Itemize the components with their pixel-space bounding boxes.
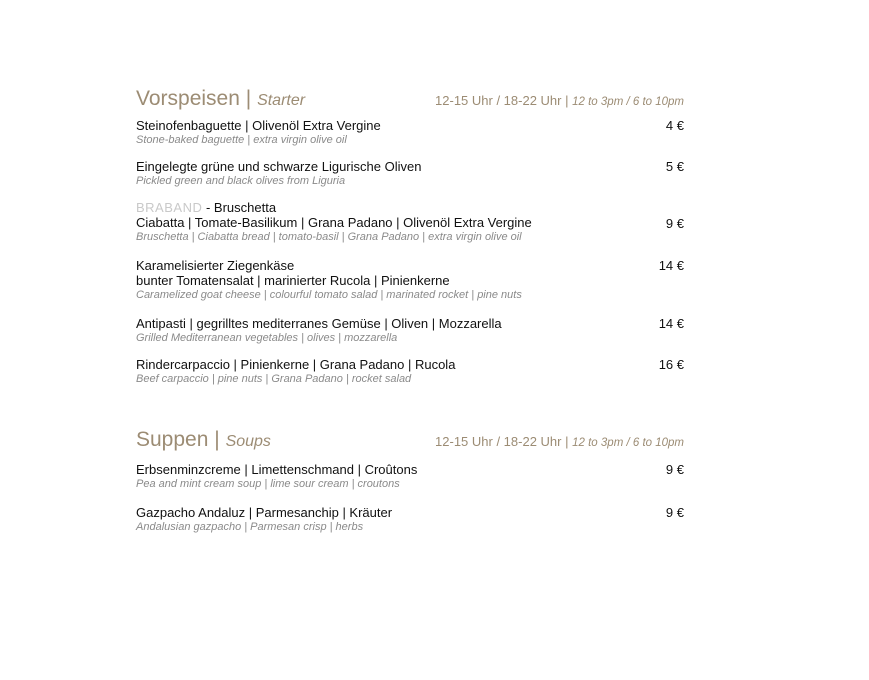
item-name-de: Antipasti | gegrilltes mediterranes Gemüse | Oliven | Mozzarella bbox=[136, 316, 502, 331]
item-desc-en: Grilled Mediterranean vegetables | olives | mozzarella bbox=[136, 332, 398, 344]
starter-header bbox=[136, 87, 684, 113]
menu-item bbox=[136, 200, 684, 244]
item-desc-en: Pea and mint cream soup | lime sour cream | croutons bbox=[136, 478, 400, 490]
menu-item bbox=[136, 159, 684, 188]
item-name-de: Karamelisierter Ziegenkäse bbox=[136, 258, 295, 273]
soups-section bbox=[136, 428, 684, 533]
item-price: 9 € bbox=[665, 462, 684, 477]
menu-item bbox=[136, 258, 684, 302]
item-name-de: Eingelegte grüne und schwarze Ligurische Oliven bbox=[136, 159, 422, 174]
section-title-en: Soups bbox=[225, 433, 271, 450]
menu-item bbox=[136, 462, 684, 491]
menu-item bbox=[136, 316, 684, 345]
item-price: 9 € bbox=[665, 505, 684, 520]
section-title-en: Starter bbox=[257, 92, 306, 109]
soups-header bbox=[136, 428, 684, 454]
hours-en: 12 to 3pm / 6 to 10pm bbox=[572, 96, 684, 108]
title-separator: | bbox=[245, 87, 252, 110]
item-price: 14 € bbox=[658, 316, 684, 331]
brand-line bbox=[136, 200, 684, 215]
item-desc-en: Bruschetta | Ciabatta bread | tomato-basil | Grana Padano | extra virgin olive oil bbox=[136, 231, 522, 243]
title-separator: | bbox=[214, 428, 220, 451]
item-price: 4 € bbox=[665, 118, 684, 133]
opening-hours bbox=[435, 434, 684, 449]
hours-separator: | bbox=[565, 434, 569, 449]
item-name-de: Ciabatta | Tomate-Basilikum | Grana Padano | Olivenöl Extra Vergine bbox=[136, 215, 532, 230]
item-name-de: Erbsenminzcreme | Limettenschmand | Croûtons bbox=[136, 462, 418, 477]
item-name-de: Rindercarpaccio | Pinienkerne | Grana Padano | Rucola bbox=[136, 357, 456, 372]
hours-de: 12-15 Uhr / 18-22 Uhr bbox=[435, 93, 562, 108]
item-desc-en: Pickled green and black olives from Liguria bbox=[136, 175, 346, 187]
menu-item bbox=[136, 505, 684, 534]
hours-de: 12-15 Uhr / 18-22 Uhr bbox=[435, 434, 562, 449]
item-price: 16 € bbox=[658, 357, 684, 372]
item-name-de-line2: bunter Tomatensalat | marinierter Rucola | Pinienkerne bbox=[136, 273, 450, 288]
hours-en: 12 to 3pm / 6 to 10pm bbox=[572, 437, 684, 449]
section-title bbox=[136, 87, 305, 111]
item-name-de: Gazpacho Andaluz | Parmesanchip | Kräuter bbox=[136, 505, 393, 520]
brand-suffix: - Bruschetta bbox=[202, 200, 277, 215]
item-name-de: Steinofenbaguette | Olivenöl Extra Vergine bbox=[136, 118, 381, 133]
section-title-de: Suppen bbox=[136, 428, 209, 451]
item-desc-en: Stone-baked baguette | extra virgin olive oil bbox=[136, 134, 347, 146]
braband-logo: BRABAND bbox=[136, 200, 203, 215]
item-desc-en: Caramelized goat cheese | colourful tomato salad | marinated rocket | pine nuts bbox=[136, 289, 522, 301]
hours-separator: | bbox=[565, 93, 569, 108]
item-desc-en: Andalusian gazpacho | Parmesan crisp | herbs bbox=[136, 521, 364, 533]
section-title bbox=[136, 428, 271, 452]
menu-item bbox=[136, 357, 684, 386]
item-price: 5 € bbox=[665, 159, 684, 174]
item-price: 14 € bbox=[658, 258, 684, 273]
starter-section bbox=[136, 87, 684, 385]
opening-hours bbox=[435, 93, 684, 108]
menu-item bbox=[136, 118, 684, 147]
item-price: 9 € bbox=[665, 216, 684, 231]
item-desc-en: Beef carpaccio | pine nuts | Grana Padano | rocket salad bbox=[136, 373, 412, 385]
section-title-de: Vorspeisen bbox=[136, 87, 240, 110]
